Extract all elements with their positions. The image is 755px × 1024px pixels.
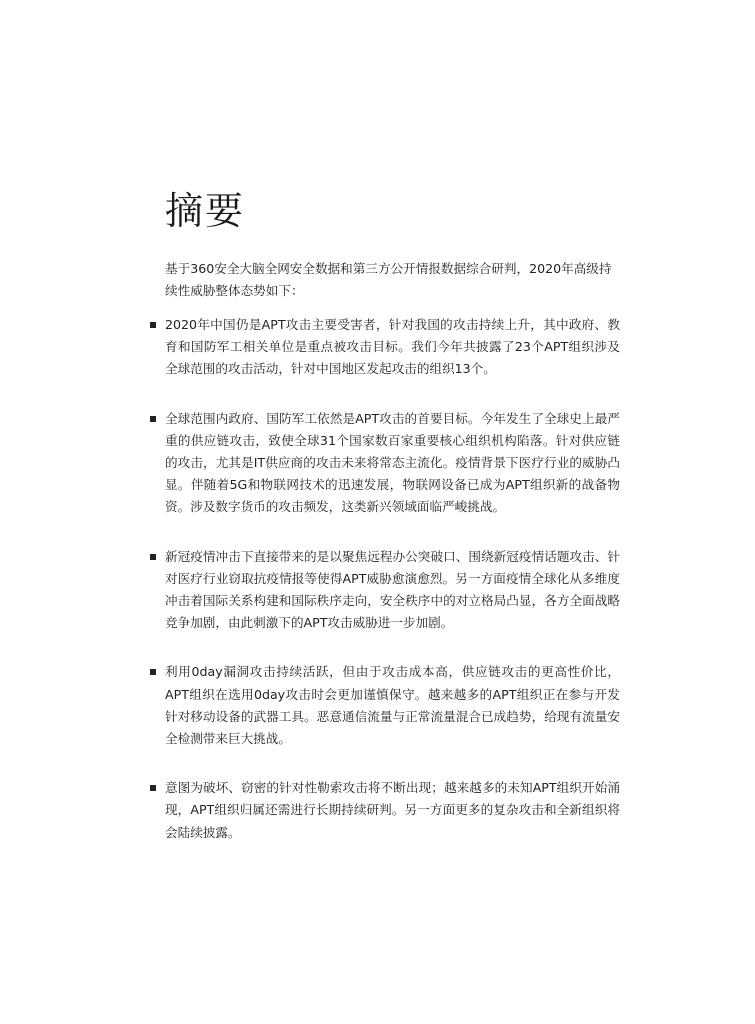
intro-paragraph: 基于360安全大脑全网安全数据和第三方公开情报数据综合研判，2020年高级持续性威胁整体态势如下： [165, 261, 612, 298]
list-item-text: 2020年中国仍是APT攻击主要受害者，针对我国的攻击持续上升，其中政府、教育和国防军工相关单位是重点被攻击目标。我们今年共披露了23个APT组织涉及全球范围的攻击活动，针对中国地区发起攻击的组织13个。 [165, 317, 620, 377]
list-item-text: 新冠疫情冲击下直接带来的是以聚焦远程办公突破口、围绕新冠疫情话题攻击、针对医疗行业窃取抗疫情报等使得APT威胁愈演愈烈。另一方面疫情全球化从多维度冲击着国际关系构建和国际秩序走向，安全秩序中的对立格局凸显，各方全面战略竞争加剧，由此刺激下的APT攻击威胁进一步加剧。 [165, 548, 620, 631]
square-bullet-icon [150, 554, 156, 560]
list-item-text: 利用0day漏洞攻击持续活跃，但由于攻击成本高，供应链攻击的更高性价比，APT组织在选用0day攻击时会更加谨慎保守。越来越多的APT组织正在参与开发针对移动设备的武器工具。恶意通信流量与正常流量混合已成趋势，给现有流量安全检测带来巨大挑战。 [165, 664, 620, 747]
summary-bullet-list [150, 314, 620, 844]
list-item-text: 全球范围内政府、国防军工依然是APT攻击的首要目标。今年发生了全球史上最严重的供应链攻击，致使全球31个国家数百家重要核心组织机构陷落。针对供应链的攻击，尤其是IT供应商的攻击未来将常态主流化。疫情背景下医疗行业的威胁凸显。伴随着5G和物联网技术的迅速发展，物联网设备已成为APT组织新的战备物资。涉及数字货币的攻击频发，这类新兴领域面临严峻挑战。 [165, 410, 620, 515]
square-bullet-icon [150, 416, 156, 422]
square-bullet-icon [150, 322, 156, 328]
list-item-text: 意图为破坏、窃密的针对性勒索攻击将不断出现；越来越多的未知APT组织开始涌现，APT组织归属还需进行长期持续研判。另一方面更多的复杂攻击和全新组织将会陆续披露。 [165, 780, 620, 840]
square-bullet-icon [150, 669, 156, 675]
page-title: 摘要 [165, 189, 246, 233]
list-item [150, 777, 620, 844]
list-item [150, 408, 620, 519]
list-item [150, 546, 620, 635]
square-bullet-icon [150, 785, 156, 791]
list-item [150, 314, 620, 381]
list-item [150, 661, 620, 750]
